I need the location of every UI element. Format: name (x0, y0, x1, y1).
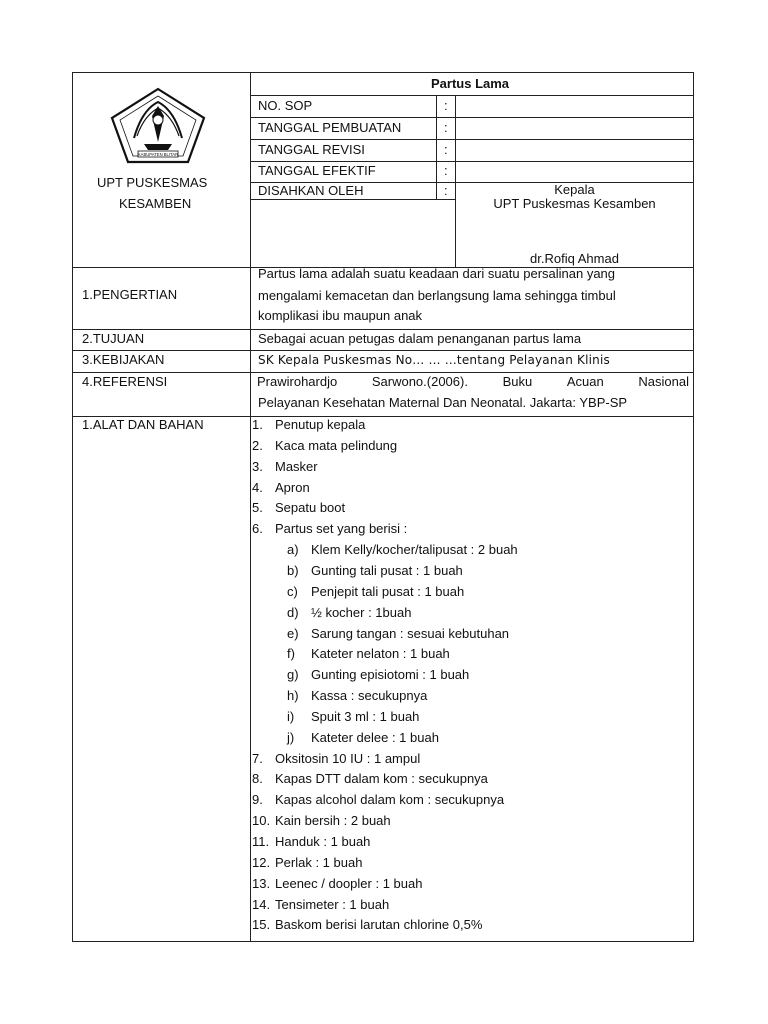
field-label-tanggal-efektif: TANGGAL EFEKTIF (258, 163, 376, 178)
list-item-number: g) (287, 667, 299, 683)
field-colon-no-sop: : (444, 98, 448, 113)
list-item: Penutup kepala (275, 417, 366, 432)
list-item-number: 11. (252, 834, 270, 849)
field-label-tanggal-pembuatan: TANGGAL PEMBUATAN (258, 120, 402, 135)
list-item-number: a) (287, 542, 299, 558)
list-item-number: 4. (252, 479, 263, 495)
list-item: Masker (275, 458, 318, 474)
regency-emblem-icon (108, 86, 208, 166)
list-item-number: 6. (252, 521, 263, 537)
rule-disahkan-bottom (250, 199, 455, 200)
rule-colon-left (436, 95, 437, 199)
list-item-number: 14. (252, 896, 271, 912)
list-item-number: 2. (252, 437, 263, 453)
section-label-tujuan: 2.TUJUAN (82, 331, 145, 346)
tujuan-text: Sebagai acuan petugas dalam penanganan partus lama (258, 331, 582, 346)
list-item-number: 12. (252, 854, 271, 870)
list-item-number: 5. (252, 500, 263, 516)
list-item-number: h) (287, 688, 299, 704)
kebijakan-text: SK Kepala Puskesmas No… … …tentang Pelayanan Klinis (258, 353, 610, 367)
pengertian-line: Partus lama adalah suatu keadaan dari suatu persalinan yang (258, 266, 616, 281)
list-item-number: 8. (252, 771, 263, 787)
list-item-number: 1. (252, 417, 263, 432)
pengertian-line: komplikasi ibu maupun anak (258, 308, 423, 323)
section-label-referensi: 4.REFERENSI (82, 374, 168, 389)
list-item-number: 10. (252, 813, 271, 829)
list-item: Leenec / doopler : 1 buah (275, 875, 423, 891)
rule-colon-right (455, 95, 456, 267)
list-item: Sepatu boot (275, 500, 346, 516)
list-item-number: c) (287, 583, 298, 599)
list-item: Handuk : 1 buah (275, 834, 371, 849)
list-item: Partus set yang berisi : (275, 521, 408, 537)
rule-field1-bottom (250, 117, 694, 118)
rule-main-divider (250, 72, 251, 942)
document-title: Partus Lama (431, 76, 510, 91)
list-item: Kapas DTT dalam kom : secukupnya (275, 771, 488, 787)
list-item: Oksitosin 10 IU : 1 ampul (275, 750, 421, 766)
field-colon-tanggal-efektif: : (444, 163, 448, 178)
referensi-word: Nasional (638, 374, 689, 389)
referensi-word: Sarwono.(2006). (371, 374, 468, 389)
list-item-number: j) (287, 729, 295, 745)
referensi-line2: Pelayanan Kesehatan Maternal Dan Neonatal. Jakarta: YBP-SP (258, 395, 628, 410)
list-item: Spuit 3 ml : 1 buah (311, 708, 420, 724)
list-item: Kateter delee : 1 buah (311, 729, 439, 745)
rule-field3-bottom (250, 161, 694, 162)
list-item: Penjepit tali pusat : 1 buah (311, 583, 465, 599)
org-name-line2: KESAMBEN (119, 196, 192, 211)
list-item-number: 13. (252, 875, 271, 891)
rule-field2-bottom (250, 139, 694, 140)
section-label-alat-dan-bahan: 1.ALAT DAN BAHAN (82, 417, 204, 432)
list-item: Perlak : 1 buah (275, 854, 363, 870)
list-item-number: d) (287, 604, 299, 620)
field-colon-tanggal-revisi: : (444, 142, 448, 157)
referensi-word: Buku (502, 374, 533, 389)
list-item-number: 15. (252, 917, 271, 933)
list-item: ½ kocher : 1buah (311, 604, 412, 620)
list-item: Apron (275, 479, 310, 495)
rule-title-bottom (250, 95, 694, 96)
referensi-word: Prawirohardjo (257, 374, 338, 389)
list-item-number: f) (287, 646, 295, 662)
approver-name: dr.Rofiq Ahmad (530, 251, 619, 266)
list-item: Kapas alcohol dalam kom : secukupnya (275, 792, 505, 808)
list-item: Kaca mata pelindung (275, 437, 398, 453)
list-item: Klem Kelly/kocher/talipusat : 2 buah (311, 542, 518, 558)
list-item: Gunting episiotomi : 1 buah (311, 667, 470, 683)
field-label-tanggal-revisi: TANGGAL REVISI (258, 142, 365, 157)
list-item: Gunting tali pusat : 1 buah (311, 562, 463, 578)
rule-kebijakan-bottom (72, 372, 694, 373)
list-item-number: 7. (252, 750, 263, 766)
list-item-number: i) (287, 708, 295, 724)
approver-title-line2: UPT Puskesmas Kesamben (493, 196, 656, 211)
section-label-pengertian: 1.PENGERTIAN (82, 287, 178, 302)
field-label-no-sop: NO. SOP (258, 98, 313, 113)
pengertian-line: mengalami kemacetan dan berlangsung lama sehingga timbul (258, 288, 616, 303)
list-item-number: 3. (252, 458, 263, 474)
list-item: Baskom berisi larutan chlorine 0,5% (275, 917, 483, 933)
field-label-disahkan-oleh: DISAHKAN OLEH (258, 183, 364, 198)
field-colon-disahkan-oleh: : (444, 183, 448, 198)
svg-text:KABUPATEN BLITAR: KABUPATEN BLITAR (137, 152, 179, 157)
list-item-number: b) (287, 562, 299, 578)
approver-title-line1: Kepala (554, 182, 595, 197)
list-item: Tensimeter : 1 buah (275, 896, 390, 912)
list-item: Kateter nelaton : 1 buah (311, 646, 450, 662)
list-item: Kassa : secukupnya (311, 688, 428, 704)
list-item-number: 9. (252, 792, 263, 808)
referensi-line1 (257, 374, 689, 390)
section-label-kebijakan: 3.KEBIJAKAN (82, 352, 165, 367)
list-item: Kain bersih : 2 buah (275, 813, 391, 829)
rule-tujuan-bottom (72, 350, 694, 351)
field-colon-tanggal-pembuatan: : (444, 120, 448, 135)
referensi-word: Acuan (566, 374, 604, 389)
list-item-number: e) (287, 625, 299, 641)
list-item: Sarung tangan : sesuai kebutuhan (311, 625, 510, 641)
org-name-line1: UPT PUSKESMAS (97, 175, 208, 190)
rule-pengertian-bottom (72, 329, 694, 330)
